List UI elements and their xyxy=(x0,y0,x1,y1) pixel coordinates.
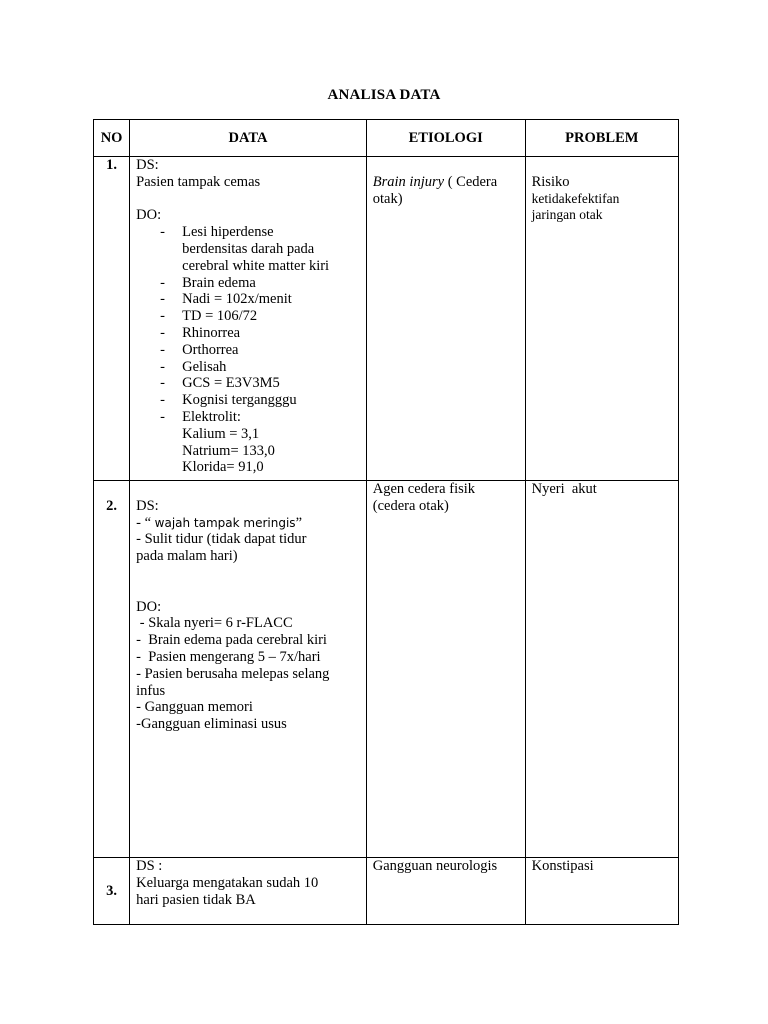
problem-text: Risiko xyxy=(531,173,570,190)
problem-text: jaringan otak xyxy=(531,207,603,223)
do-text: - Pasien mengerang 5 – 7x/hari xyxy=(136,648,321,665)
do-text: - Skala nyeri= 6 r-FLACC xyxy=(136,615,293,632)
problem-text: ketidakefektifan xyxy=(531,190,620,206)
data-cell xyxy=(130,858,367,925)
elektrolit-value: Natrium= 133,0 xyxy=(182,442,275,459)
do-text: - Brain edema pada cerebral kiri xyxy=(136,632,327,649)
data-cell xyxy=(130,157,367,481)
do-list xyxy=(136,224,360,241)
do-text: infus xyxy=(136,682,166,699)
list-item: - Elektrolit: xyxy=(160,408,241,425)
header-etiologi: ETIOLOGI xyxy=(366,120,525,157)
analysis-table xyxy=(93,119,679,925)
do-list xyxy=(136,275,360,426)
etiologi-cell xyxy=(366,858,525,925)
row-number: 2. xyxy=(94,481,130,858)
etiologi-italic: Brain injury xyxy=(372,173,445,190)
etiologi-text: (cedera otak) xyxy=(372,497,449,514)
do-label: DO: xyxy=(136,598,162,615)
elektrolit-value: Klorida= 91,0 xyxy=(182,459,264,476)
problem-text: Nyeri akut xyxy=(531,481,597,497)
list-item: - GCS = E3V3M5 xyxy=(160,375,280,392)
ds-text: Keluarga mengatakan sudah 10 xyxy=(136,874,319,891)
header-no: NO xyxy=(94,120,130,157)
list-item: - Brain edema xyxy=(160,274,256,291)
row-number: 3. xyxy=(94,858,130,925)
do-text: -Gangguan eliminasi usus xyxy=(136,716,287,733)
ds-text: Pasien tampak cemas xyxy=(136,173,261,190)
do-label: DO: xyxy=(136,207,162,224)
list-item: - Rhinorrea xyxy=(160,324,241,341)
ds-text: hari pasien tidak BA xyxy=(136,891,256,908)
do-text: - Pasien berusaha melepas selang xyxy=(136,665,330,682)
list-item: - TD = 106/72 xyxy=(160,308,258,325)
problem-cell xyxy=(525,481,678,858)
list-item: - Nadi = 102x/menit xyxy=(160,291,292,308)
ds-quote: wajah tampak meringis xyxy=(154,515,296,530)
etiologi-cell xyxy=(366,157,525,481)
ds-label: DS: xyxy=(136,157,159,173)
table-row xyxy=(94,157,679,481)
list-item-continuation: berdensitas darah pada xyxy=(182,240,315,257)
list-item: - Kognisi tergangggu xyxy=(160,392,297,409)
list-item: - Gelisah xyxy=(160,358,227,375)
ds-text: pada malam hari) xyxy=(136,548,238,565)
ds-text: - Sulit tidur (tidak dapat tidur xyxy=(136,531,307,548)
elektrolit-value: Kalium = 3,1 xyxy=(182,425,260,442)
problem-cell xyxy=(525,157,678,481)
list-item: - Lesi hiperdense xyxy=(160,224,274,241)
data-cell: DS: - “ wajah tampak meringis” - Sulit tidur (tidak dapat tidur pada malam hari) DO: - Skala nyeri= 6 r-FLACC - Brain edema pada cerebral kiri - Pasien mengerang 5 – 7x/hari - Pasien berusaha melepas selang infus - Gangguan memori -Gangguan eliminasi usus xyxy=(130,481,367,858)
etiologi-text: otak) xyxy=(372,190,403,207)
list-item-continuation: cerebral white matter kiri xyxy=(182,257,330,274)
header-data: DATA xyxy=(130,120,367,157)
page-title: ANALISA DATA xyxy=(327,87,441,103)
table-row xyxy=(94,481,679,858)
problem-text: Konstipasi xyxy=(531,858,594,874)
row-number: 1. xyxy=(94,157,130,481)
problem-cell xyxy=(525,858,678,925)
do-text: - Gangguan memori xyxy=(136,699,253,716)
etiologi-text: ( Cedera xyxy=(444,173,498,190)
etiologi-cell xyxy=(366,481,525,858)
ds-label: DS: xyxy=(136,497,159,514)
table-row xyxy=(94,858,679,925)
etiologi-text: Agen cedera fisik xyxy=(372,481,476,497)
table-header-row xyxy=(94,120,679,157)
header-problem: PROBLEM xyxy=(525,120,678,157)
list-item: - Orthorrea xyxy=(160,341,239,358)
ds-label: DS : xyxy=(136,858,163,874)
etiologi-text: Gangguan neurologis xyxy=(372,858,498,874)
